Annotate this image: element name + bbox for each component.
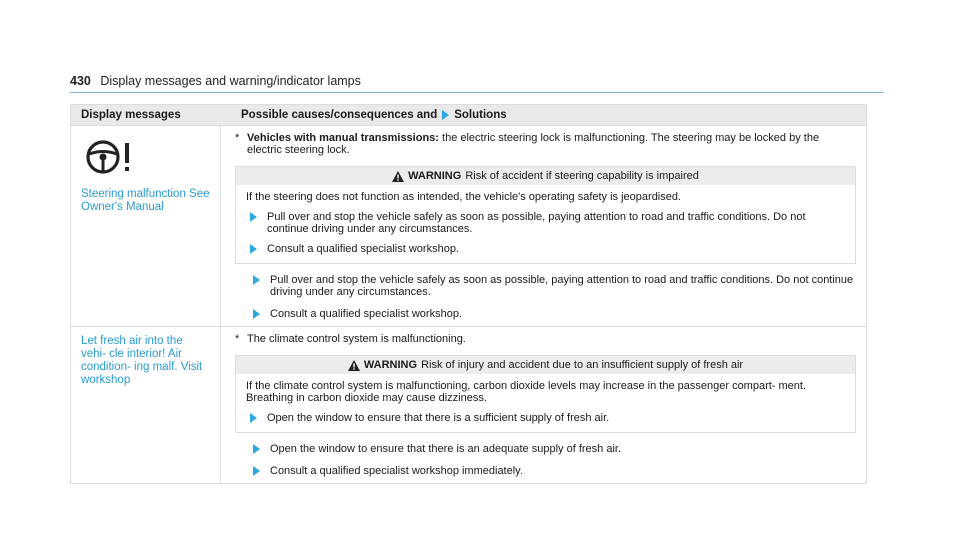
cause-text: the electric steering lock is malfunctioning. The steering may be locked by the electric steering lock. <box>247 132 820 156</box>
warning-subtitle: Risk of accident if steering capability is impaired <box>465 170 699 182</box>
page-title: Display messages and warning/indicator lamps <box>100 74 361 88</box>
causes-cell: * The climate control system is malfunctioning. WARNING Risk of injury and accident due to an insufficient supply of fresh air If the climate control system is malfunctioning, carbon dioxide levels may increase in the passenger compart- ment. Breathing in carbon dioxide may cause dizziness. Open the window to ensure that there is a sufficient supply of fresh air. Open the window to ensure that there is an adequate supply of fresh air. Consult a qualified specialist workshop immediately. <box>221 327 866 483</box>
header-rule <box>70 92 884 93</box>
col-causes-solutions: Possible causes/consequences and Solutions <box>241 109 507 121</box>
warning-body: If the climate control system is malfunctioning, carbon dioxide levels may increase in the passenger compart- ment. Breathing in carbon dioxide may cause dizziness. <box>246 380 807 404</box>
list-item: Open the window to ensure that there is an adequate supply of fresh air. <box>235 443 856 455</box>
list-item: Consult a qualified specialist workshop. <box>246 243 845 255</box>
list-item: Open the window to ensure that there is a sufficient supply of fresh air. <box>246 412 845 424</box>
arrow-right-icon <box>253 466 260 476</box>
table-row <box>71 125 866 326</box>
col-display-messages: Display messages <box>81 109 181 121</box>
steering-wheel-warning-icon <box>81 134 169 180</box>
arrow-right-icon <box>250 212 257 222</box>
arrow-right-icon <box>250 244 257 254</box>
warning-title: WARNING <box>363 359 418 371</box>
causes-cell: * Vehicles with manual transmissions: the electric steering lock is malfunctioning. The steering may be locked by the electric steering lock. WARNING Risk of accident if steering capability is impaired If the steering does not function as intended, the vehicle's operating safety is jeopardised. Pull over and stop the vehicle safely as soon as possible, paying attention to road and traffic conditions. Do not continue driving under any circumstances. Consult a qualified specialist workshop. Pull over and stop the vehicle safely as soon as possible, paying attention to road and traffic conditions. Do not continue driving under any circumstances. Consult a qualified specialist workshop. <box>221 126 866 326</box>
list-item: Consult a qualified specialist workshop. <box>235 308 856 320</box>
warning-body: If the steering does not function as intended, the vehicle's operating safety is jeopardised. <box>246 191 682 203</box>
display-message-text: Let fresh air into the vehi- cle interior! Air condition- ing malf. Visit workshop <box>81 335 203 386</box>
table-row <box>71 326 866 483</box>
messages-table <box>70 104 867 484</box>
warning-box <box>235 355 856 433</box>
warning-title: WARNING <box>408 170 462 182</box>
warning-triangle-icon <box>392 171 404 182</box>
page-number: 430 <box>70 74 91 88</box>
list-item: Consult a qualified specialist workshop immediately. <box>235 465 856 477</box>
display-message-text: Steering malfunction See Owner's Manual <box>81 188 210 213</box>
cause-text: The climate control system is malfunctioning. <box>247 333 466 345</box>
page-header <box>70 74 361 88</box>
display-message-cell <box>71 327 221 483</box>
arrow-right-icon <box>253 275 260 285</box>
list-item: Pull over and stop the vehicle safely as soon as possible, paying attention to road and traffic conditions. Do not continue driving under any circumstances. <box>235 274 856 298</box>
table-header <box>71 105 866 125</box>
cause-label: Vehicles with manual transmissions: <box>247 132 439 144</box>
display-message-cell <box>71 126 221 326</box>
warning-triangle-icon <box>348 360 360 371</box>
arrow-right-icon <box>253 444 260 454</box>
arrow-right-icon <box>253 309 260 319</box>
warning-box <box>235 166 856 264</box>
warning-subtitle: Risk of injury and accident due to an insufficient supply of fresh air <box>421 359 744 371</box>
list-item: Pull over and stop the vehicle safely as soon as possible, paying attention to road and traffic conditions. Do not continue driving under any circumstances. <box>246 211 845 235</box>
arrow-right-icon <box>442 110 449 120</box>
arrow-right-icon <box>250 413 257 423</box>
